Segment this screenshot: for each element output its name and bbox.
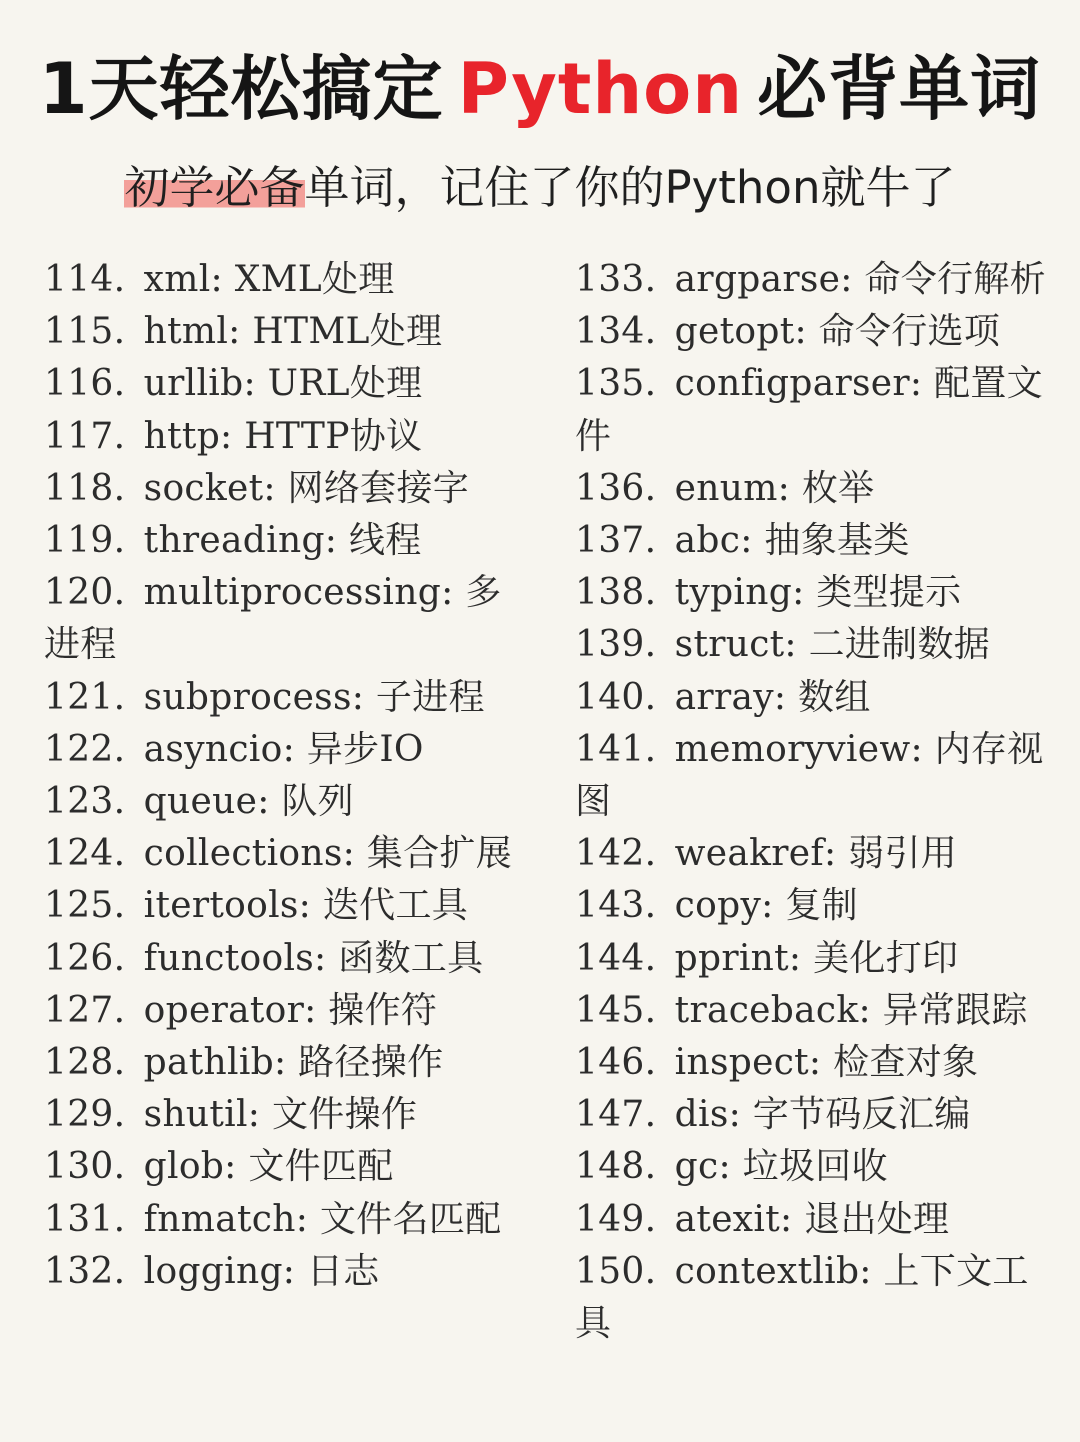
list-item	[44, 828, 514, 880]
item-number: 117.	[44, 415, 126, 457]
subtitle-text: 单词，记住了你的Python就牛了	[304, 161, 956, 214]
item-text: pathlib: 路径操作	[143, 1042, 444, 1084]
item-text: getopt: 命令行选项	[674, 311, 1001, 353]
list-item	[575, 306, 1055, 358]
list-item	[44, 567, 514, 671]
list-item	[575, 724, 1055, 828]
list-item	[575, 358, 1055, 462]
list-item	[44, 358, 514, 410]
page-subtitle	[0, 156, 1080, 220]
title-prefix: 1天轻松搞定	[38, 48, 444, 130]
list-item	[44, 1194, 514, 1246]
item-number: 131.	[44, 1198, 126, 1240]
item-number: 145.	[575, 989, 657, 1031]
item-number: 128.	[44, 1042, 126, 1084]
item-number: 130.	[44, 1146, 126, 1188]
item-number: 146.	[575, 1042, 657, 1084]
item-text: struct: 二进制数据	[674, 624, 991, 666]
item-text: subprocess: 子进程	[143, 676, 485, 718]
list-item	[575, 1141, 1055, 1193]
list-item	[44, 306, 514, 358]
item-number: 138.	[575, 572, 657, 614]
item-number: 129.	[44, 1094, 126, 1136]
list-item	[575, 1089, 1055, 1141]
item-number: 132.	[44, 1250, 126, 1292]
item-number: 133.	[575, 259, 657, 300]
item-text: http: HTTP协议	[143, 415, 423, 457]
list-item	[44, 933, 514, 985]
item-number: 115.	[44, 311, 126, 353]
item-text: copy: 复制	[674, 885, 858, 927]
item-number: 147.	[575, 1094, 657, 1136]
list-item	[575, 619, 1055, 671]
item-number: 114.	[44, 259, 126, 300]
item-text: abc: 抽象基类	[674, 520, 910, 562]
list-item	[575, 567, 1055, 619]
list-item	[575, 463, 1055, 515]
list-item	[44, 1037, 514, 1089]
item-text: logging: 日志	[143, 1250, 380, 1292]
item-text: atexit: 退出处理	[674, 1198, 950, 1240]
item-text: threading: 线程	[143, 520, 422, 562]
item-text: collections: 集合扩展	[143, 833, 512, 875]
list-item	[575, 1246, 1055, 1350]
item-number: 122.	[44, 728, 126, 770]
list-item	[44, 463, 514, 515]
list-item	[44, 672, 514, 724]
list-item	[44, 515, 514, 567]
title-suffix: 必背单词	[757, 48, 1042, 130]
item-text: multiprocessing: 多进程	[44, 572, 502, 666]
item-text: gc: 垃圾回收	[674, 1146, 888, 1188]
item-number: 148.	[575, 1146, 657, 1188]
item-text: xml: XML处理	[143, 259, 395, 300]
item-number: 140.	[575, 676, 657, 718]
item-text: queue: 队列	[143, 781, 354, 823]
list-item	[575, 254, 1055, 306]
item-number: 118.	[44, 467, 126, 509]
item-text: array: 数组	[674, 676, 871, 718]
item-text: typing: 类型提示	[674, 572, 962, 614]
item-text: glob: 文件匹配	[143, 1146, 394, 1188]
item-text: itertools: 迭代工具	[143, 885, 469, 927]
item-text: fnmatch: 文件名匹配	[143, 1198, 502, 1240]
list-item	[44, 254, 514, 306]
list-item	[44, 724, 514, 776]
right-column-list	[575, 254, 1055, 1350]
subtitle-highlight: 初学必备	[124, 161, 305, 214]
item-text: asyncio: 异步IO	[143, 728, 424, 770]
item-text: enum: 枚举	[674, 467, 875, 509]
item-text: functools: 函数工具	[143, 937, 484, 979]
item-number: 121.	[44, 676, 126, 718]
item-text: traceback: 异常跟踪	[674, 989, 1028, 1031]
item-number: 135.	[575, 363, 657, 405]
list-item	[575, 515, 1055, 567]
list-item	[44, 1246, 514, 1298]
item-number: 141.	[575, 728, 657, 770]
item-number: 136.	[575, 467, 657, 509]
item-text: dis: 字节码反汇编	[674, 1094, 971, 1136]
list-item	[575, 880, 1055, 932]
item-text: configparser: 配置文件	[575, 363, 1043, 457]
list-item	[575, 828, 1055, 880]
list-item	[575, 985, 1055, 1037]
item-number: 120.	[44, 572, 126, 614]
list-item	[44, 411, 514, 463]
item-number: 150.	[575, 1250, 657, 1292]
item-number: 144.	[575, 937, 657, 979]
item-text: urllib: URL处理	[143, 363, 423, 405]
item-number: 126.	[44, 937, 126, 979]
item-text: contextlib: 上下文工具	[575, 1250, 1029, 1345]
item-text: shutil: 文件操作	[143, 1094, 418, 1136]
list-item	[44, 985, 514, 1037]
item-text: inspect: 检查对象	[674, 1042, 979, 1084]
item-text: weakref: 弱引用	[674, 833, 958, 875]
item-number: 119.	[44, 520, 126, 562]
item-number: 149.	[575, 1198, 657, 1240]
item-text: pprint: 美化打印	[674, 937, 959, 979]
item-number: 139.	[575, 624, 657, 666]
item-text: argparse: 命令行解析	[674, 259, 1046, 300]
item-text: html: HTML处理	[143, 311, 443, 353]
list-item	[44, 1089, 514, 1141]
title-accent-python: Python	[457, 48, 744, 130]
page-title	[0, 44, 1080, 134]
list-item	[44, 880, 514, 932]
list-item	[44, 1141, 514, 1193]
item-text: memoryview: 内存视图	[575, 728, 1044, 823]
item-number: 134.	[575, 311, 657, 353]
list-item	[575, 672, 1055, 724]
item-number: 127.	[44, 989, 126, 1031]
list-item	[44, 776, 514, 828]
item-number: 116.	[44, 363, 126, 405]
item-number: 123.	[44, 781, 126, 823]
list-item	[575, 933, 1055, 985]
list-item	[575, 1037, 1055, 1089]
item-number: 143.	[575, 885, 657, 927]
item-number: 142.	[575, 833, 657, 875]
item-text: socket: 网络套接字	[143, 467, 470, 509]
left-column-list	[44, 254, 514, 1298]
list-item	[575, 1194, 1055, 1246]
item-text: operator: 操作符	[143, 989, 438, 1031]
item-number: 124.	[44, 833, 126, 875]
item-number: 125.	[44, 885, 126, 927]
item-number: 137.	[575, 520, 657, 562]
